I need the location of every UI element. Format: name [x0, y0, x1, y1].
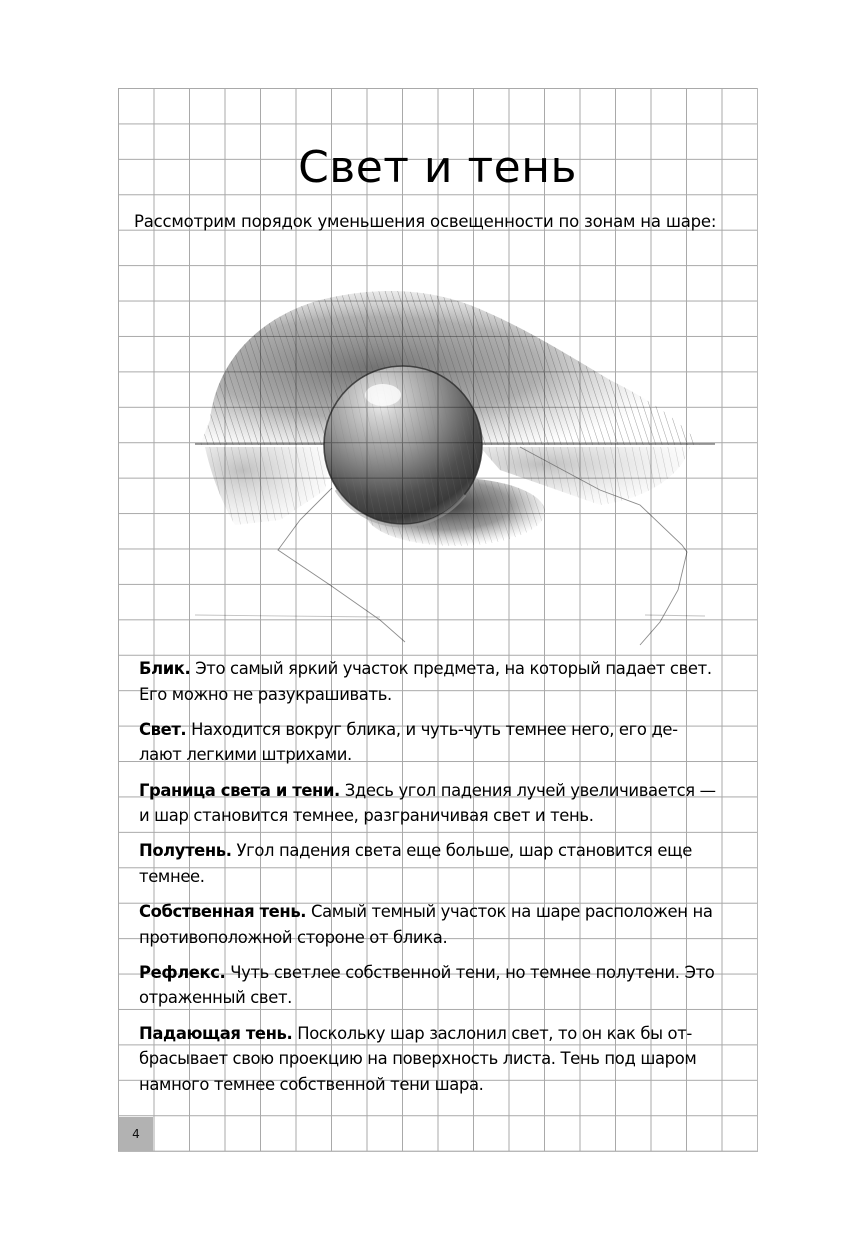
- section-text: лают легкими штрихами.: [139, 745, 352, 765]
- sphere-sketch-illustration: [180, 270, 740, 660]
- page-title: Свет и тень: [298, 142, 577, 193]
- page-number: 4: [119, 1117, 153, 1151]
- section-text: Самый темный участок на шаре расположен на: [306, 902, 713, 922]
- intro-text: Рассмотрим порядок уменьшения освещенности по зонам на шаре:: [134, 212, 717, 231]
- sphere: [324, 366, 482, 526]
- section-text: темнее.: [139, 866, 205, 886]
- section-terminator: [139, 778, 759, 829]
- section-core-shadow: [139, 899, 759, 950]
- section-text: Угол падения света еще больше, шар становится еще: [231, 841, 692, 861]
- term-label: Собственная тень.: [139, 902, 307, 922]
- section-text: отраженный свет.: [139, 988, 293, 1008]
- term-label: Граница света и тени.: [139, 780, 340, 800]
- section-text: противоположной стороне от блика.: [139, 927, 448, 947]
- term-label: Рефлекс.: [139, 962, 226, 982]
- zone-descriptions: [139, 656, 759, 1107]
- section-text: Это самый яркий участок предмета, на который падает свет.: [190, 659, 712, 678]
- section-text: и шар становится темнее, разграничивая свет и тень.: [139, 806, 594, 826]
- section-light: [139, 717, 759, 768]
- section-text: намного темнее собственной тени шара.: [139, 1074, 484, 1094]
- section-halftone: [139, 838, 759, 889]
- section-cast-shadow: [139, 1021, 759, 1098]
- section-text: Здесь угол падения лучей увеличивается —: [339, 780, 716, 800]
- term-label: Падающая тень.: [139, 1023, 293, 1043]
- section-text: Его можно не разукрашивать.: [139, 684, 392, 704]
- term-label: Свет.: [139, 719, 187, 739]
- section-text: Поскольку шар заслонил свет, то он как бы от-: [292, 1023, 692, 1043]
- term-label: Полутень.: [139, 841, 232, 861]
- highlight: [365, 384, 401, 406]
- section-highlight: [139, 656, 759, 707]
- section-text: брасывает свою проекцию на поверхность листа. Тень под шаром: [139, 1049, 697, 1069]
- section-reflected-light: [139, 960, 759, 1011]
- section-text: Находится вокруг блика, и чуть-чуть темнее него, его де-: [186, 719, 678, 739]
- section-text: Чуть светлее собственной тени, но темнее полутени. Это: [225, 962, 715, 982]
- term-label: Блик.: [139, 659, 191, 678]
